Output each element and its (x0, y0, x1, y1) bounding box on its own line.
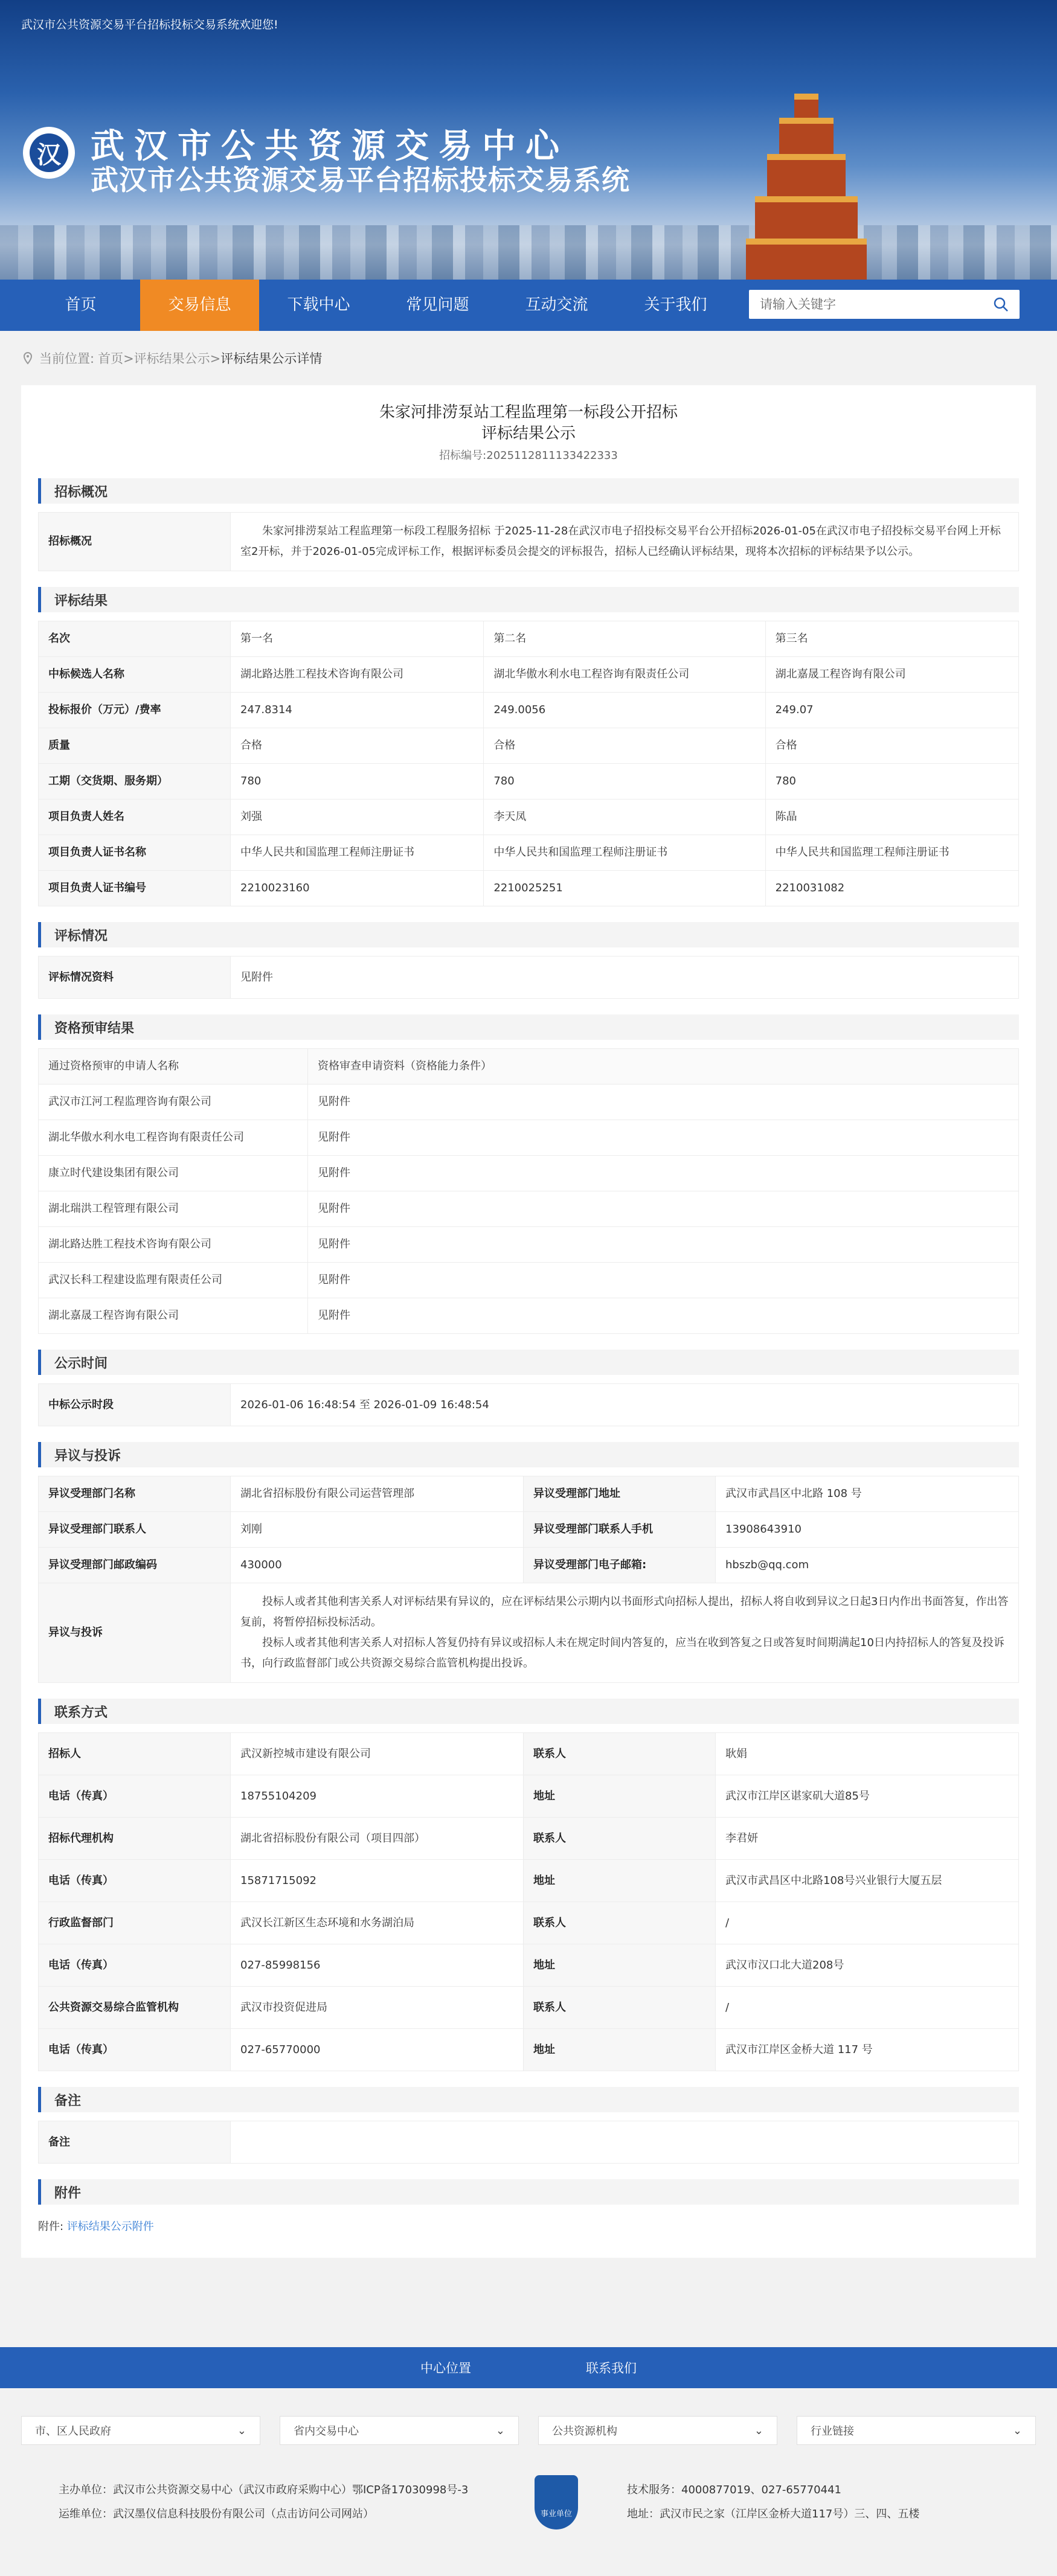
search-input[interactable] (760, 297, 993, 312)
table-row (39, 621, 1019, 657)
applicant-name: 湖北瑞洪工程管理有限公司 (39, 1191, 308, 1227)
section-contact: 联系方式 (38, 1699, 1019, 1724)
applicant-name: 康立时代建设集团有限公司 (39, 1156, 308, 1191)
table-row (39, 1775, 1019, 1818)
footer-link-selects (0, 2388, 1057, 2445)
row-label: 投标报价（万元）/费率 (39, 693, 231, 728)
select-agency[interactable] (538, 2416, 777, 2445)
applicant-name: 武汉长科工程建设监理有限责任公司 (39, 1263, 308, 1298)
table-cell: 湖北路达胜工程技术咨询有限公司 (231, 657, 484, 693)
breadcrumb (0, 331, 1057, 385)
objection-table (38, 1476, 1019, 1683)
table-cell: 249.0056 (484, 693, 765, 728)
table-row (39, 835, 1019, 871)
row-label: 异议受理部门地址 (524, 1476, 716, 1512)
footer-link-location[interactable]: 中心位置 (420, 2361, 471, 2376)
welcome-text: 武汉市公共资源交易平台招标投标交易系统欢迎您! (21, 18, 278, 31)
table-cell: 中华人民共和国监理工程师注册证书 (484, 835, 765, 871)
attachment-link[interactable]: 评标结果公示附件 (66, 2220, 154, 2233)
table-cell: 耿娟 (716, 1733, 1019, 1775)
table-row (39, 693, 1019, 728)
section-situation: 评标情况 (38, 922, 1019, 947)
applicant-name: 湖北华傲水利水电工程咨询有限责任公司 (39, 1120, 308, 1156)
row-label: 电话（传真） (39, 1775, 231, 1818)
table-cell: 刘强 (231, 799, 484, 835)
table-cell: 湖北省招标股份有限公司运营管理部 (231, 1476, 524, 1512)
select-province[interactable] (280, 2416, 519, 2445)
table-row (39, 1818, 1019, 1860)
table-row (39, 657, 1019, 693)
site-header (0, 0, 1057, 331)
row-label: 地址 (524, 1944, 716, 1987)
situation-label: 评标情况资料 (39, 956, 231, 999)
row-label: 电话（传真） (39, 2029, 231, 2071)
overview-text: 朱家河排涝泵站工程监理第一标段工程服务招标 于2025-11-28在武汉市电子招投标交易平台公开招标2026-01-05在武汉市电子招投标交易平台网上开标室2开标，并于2026-01-05完成评标工作，根据评标委员会提交的评标报告，招标人已经确认评标结果，现将本次招标的评标结果予以公示。 (231, 513, 1019, 571)
table-cell: / (716, 1902, 1019, 1944)
list-item (39, 1085, 1019, 1120)
footer-support: 技术服务：4000877019、027-65770441 (627, 2484, 841, 2496)
row-label: 联系人 (524, 1818, 716, 1860)
applicant-material: 见附件 (308, 1156, 1019, 1191)
remark-value (231, 2121, 1019, 2164)
pubtime-value: 2026-01-06 16:48:54 至 2026-01-09 16:48:54 (231, 1384, 1019, 1426)
row-label: 异议受理部门电子邮箱: (524, 1548, 716, 1583)
site-logo[interactable] (23, 127, 75, 179)
nav-item-home[interactable]: 首页 (65, 296, 97, 314)
chevron-down-icon: ⌄ (1012, 2424, 1022, 2437)
doc-subtitle: 评标结果公示 (481, 425, 576, 443)
table-row (39, 1476, 1019, 1512)
footer-operator[interactable]: 运维单位：武汉墨仪信息科技股份有限公司（点击访问公司网站） (59, 2508, 374, 2520)
row-label: 项目负责人证书编号 (39, 871, 231, 906)
remark-label: 备注 (39, 2121, 231, 2164)
section-results: 评标结果 (38, 587, 1019, 612)
location-pin-icon (21, 351, 34, 365)
applicant-material: 见附件 (308, 1227, 1019, 1263)
applicant-name: 湖北嘉晟工程咨询有限公司 (39, 1298, 308, 1334)
select-gov[interactable] (21, 2416, 260, 2445)
row-label: 异议与投诉 (39, 1583, 231, 1683)
select-agency-label: 公共资源机构 (552, 2425, 617, 2438)
bid-code: 招标编号:2025112811133422333 (439, 449, 618, 462)
table-row (39, 799, 1019, 835)
row-label: 招标人 (39, 1733, 231, 1775)
table-cell: 027-65770000 (231, 2029, 524, 2071)
section-overview: 招标概况 (38, 478, 1019, 504)
applicant-material: 见附件 (308, 1263, 1019, 1298)
situation-value: 见附件 (231, 956, 1019, 999)
table-cell: / (716, 1987, 1019, 2029)
table-cell: 武汉市武昌区中北路108号兴业银行大厦五层 (716, 1860, 1019, 1902)
results-table (38, 621, 1019, 906)
list-item (39, 1263, 1019, 1298)
table-cell: 湖北华傲水利水电工程咨询有限责任公司 (484, 657, 765, 693)
breadcrumb-prefix: 当前位置: (39, 351, 95, 366)
objection-paragraph: 投标人或者其他利害关系人对评标结果有异议的，应在评标结果公示期内以书面形式向招标人提出，招标人将自收到异议之日起3日内作出书面答复，作出答复前，将暂停招标投标活动。 (240, 1595, 1009, 1629)
row-label: 异议受理部门名称 (39, 1476, 231, 1512)
table-header (39, 1049, 1019, 1085)
row-label: 项目负责人证书名称 (39, 835, 231, 871)
table-row (39, 1902, 1019, 1944)
complaint-paragraph: 投标人或者其他利害关系人对招标人答复仍持有异议或招标人未在规定时间内答复的，应当在收到答复之日或答复时间期满起10日内持招标人的答复及投诉书，向行政监督部门或公共资源交易综合监管机构提出投诉。 (240, 1636, 1004, 1670)
table-cell: 合格 (765, 728, 1018, 764)
list-item (39, 1120, 1019, 1156)
applicant-material: 见附件 (308, 1085, 1019, 1120)
column-header: 通过资格预审的申请人名称 (39, 1049, 308, 1085)
row-label: 联系人 (524, 1733, 716, 1775)
nav-item-faq[interactable]: 常见问题 (406, 296, 469, 314)
section-pubtime: 公示时间 (38, 1350, 1019, 1375)
table-cell: 2210023160 (231, 871, 484, 906)
table-row (39, 764, 1019, 799)
section-objection: 异议与投诉 (38, 1442, 1019, 1467)
row-label: 地址 (524, 1775, 716, 1818)
table-cell: hbszb@qq.com (716, 1548, 1019, 1583)
row-label: 招标代理机构 (39, 1818, 231, 1860)
row-label: 项目负责人姓名 (39, 799, 231, 835)
list-item (39, 1227, 1019, 1263)
main-content (21, 385, 1036, 2258)
list-item (39, 1191, 1019, 1227)
table-cell: 湖北省招标股份有限公司（项目四部） (231, 1818, 524, 1860)
footer-sponsor: 主办单位：武汉市公共资源交易中心（武汉市政府采购中心）鄂ICP备17030998号-3 (59, 2484, 469, 2496)
table-cell: 247.8314 (231, 693, 484, 728)
logo-mark: 汉 (30, 133, 68, 172)
table-row (39, 1987, 1019, 2029)
applicant-name: 湖北路达胜工程技术咨询有限公司 (39, 1227, 308, 1263)
site-title: 武汉市公共资源交易中心 (91, 127, 569, 166)
table-cell: 李天凤 (484, 799, 765, 835)
table-cell: 15871715092 (231, 1860, 524, 1902)
attachment-label: 附件: (38, 2220, 64, 2233)
table-row (39, 1860, 1019, 1902)
nav-item-download[interactable]: 下载中心 (287, 296, 350, 314)
row-label: 异议受理部门联系人手机 (524, 1512, 716, 1548)
site-subtitle: 武汉市公共资源交易平台招标投标交易系统 (91, 164, 630, 196)
search-icon[interactable] (993, 296, 1009, 312)
table-cell: 武汉市汉口北大道208号 (716, 1944, 1019, 1987)
row-label: 质量 (39, 728, 231, 764)
row-label: 工期（交货期、服务期） (39, 764, 231, 799)
table-cell: 第一名 (231, 621, 484, 657)
row-label: 公共资源交易综合监管机构 (39, 1987, 231, 2029)
pubtime-table (38, 1383, 1019, 1426)
column-header: 资格审查申请资料（资格能力条件） (308, 1049, 1019, 1085)
doc-title: 朱家河排涝泵站工程监理第一标段公开招标 (379, 403, 678, 421)
table-row (39, 728, 1019, 764)
prequal-table (38, 1048, 1019, 1334)
table-cell: 李君妍 (716, 1818, 1019, 1860)
nav-item-about[interactable]: 关于我们 (644, 296, 707, 314)
institution-badge-icon[interactable] (535, 2475, 578, 2530)
badge-text: 事业单位 (540, 2510, 572, 2519)
table-row (39, 1944, 1019, 1987)
row-label: 异议受理部门联系人 (39, 1512, 231, 1548)
table-cell: 武汉市武昌区中北路 108 号 (716, 1476, 1019, 1512)
breadcrumb-path[interactable]: 首页>评标结果公示> (98, 351, 221, 366)
table-row (39, 1733, 1019, 1775)
nav-item-interaction[interactable]: 互动交流 (525, 296, 588, 314)
applicant-material: 见附件 (308, 1191, 1019, 1227)
table-cell: 430000 (231, 1548, 524, 1583)
row-label: 电话（传真） (39, 1944, 231, 1987)
table-cell: 武汉市江岸区金桥大道 117 号 (716, 2029, 1019, 2071)
footer-copyright (0, 2445, 1057, 2572)
objection-text (231, 1583, 1019, 1683)
row-label: 中标候选人名称 (39, 657, 231, 693)
table-cell: 陈晶 (765, 799, 1018, 835)
chevron-down-icon: ⌄ (754, 2424, 763, 2437)
row-label: 地址 (524, 1860, 716, 1902)
attachment-row (38, 2218, 1019, 2234)
select-industry[interactable] (797, 2416, 1036, 2445)
select-gov-label: 市、区人民政府 (35, 2425, 111, 2438)
table-cell: 13908643910 (716, 1512, 1019, 1548)
select-province-label: 省内交易中心 (294, 2425, 359, 2438)
table-cell: 2210031082 (765, 871, 1018, 906)
overview-label: 招标概况 (39, 513, 231, 571)
city-skyline (0, 225, 1057, 280)
table-row (39, 2029, 1019, 2071)
table-cell: 第三名 (765, 621, 1018, 657)
applicant-material: 见附件 (308, 1120, 1019, 1156)
section-attachment: 附件 (38, 2179, 1019, 2205)
table-cell: 武汉市投资促进局 (231, 1987, 524, 2029)
section-remark: 备注 (38, 2087, 1019, 2112)
breadcrumb-current: 评标结果公示详情 (220, 351, 323, 366)
row-label: 联系人 (524, 1902, 716, 1944)
footer-link-contact[interactable]: 联系我们 (586, 2361, 637, 2376)
list-item (39, 1156, 1019, 1191)
select-industry-label: 行业链接 (811, 2425, 854, 2438)
table-cell: 249.07 (765, 693, 1018, 728)
table-cell: 武汉长江新区生态环境和水务湖泊局 (231, 1902, 524, 1944)
row-label: 行政监督部门 (39, 1902, 231, 1944)
pubtime-label: 中标公示时段 (39, 1384, 231, 1426)
table-cell: 刘刚 (231, 1512, 524, 1548)
contact-table (38, 1732, 1019, 2071)
table-cell: 780 (765, 764, 1018, 799)
footer-address: 地址：武汉市民之家（江岸区金桥大道117号）三、四、五楼 (627, 2508, 920, 2520)
row-label: 名次 (39, 621, 231, 657)
overview-table (38, 512, 1019, 571)
table-cell: 780 (231, 764, 484, 799)
table-cell: 2210025251 (484, 871, 765, 906)
table-cell: 中华人民共和国监理工程师注册证书 (765, 835, 1018, 871)
applicant-material: 见附件 (308, 1298, 1019, 1334)
yellow-crane-tower-image (743, 82, 870, 287)
row-label: 地址 (524, 2029, 716, 2071)
table-cell: 中华人民共和国监理工程师注册证书 (231, 835, 484, 871)
situation-table (38, 956, 1019, 999)
table-row (39, 871, 1019, 906)
table-row (39, 1583, 1019, 1683)
remark-table (38, 2121, 1019, 2164)
table-cell: 合格 (231, 728, 484, 764)
table-cell: 武汉新控城市建设有限公司 (231, 1733, 524, 1775)
footer-bar (0, 2347, 1057, 2388)
list-item (39, 1298, 1019, 1334)
chevron-down-icon: ⌄ (495, 2424, 505, 2437)
search-box (749, 290, 1020, 319)
section-prequal: 资格预审结果 (38, 1014, 1019, 1040)
table-cell: 780 (484, 764, 765, 799)
nav-item-trade-info[interactable]: 交易信息 (140, 280, 259, 331)
row-label: 电话（传真） (39, 1860, 231, 1902)
table-cell: 合格 (484, 728, 765, 764)
table-cell: 湖北嘉晟工程咨询有限公司 (765, 657, 1018, 693)
table-cell: 027-85998156 (231, 1944, 524, 1987)
row-label: 异议受理部门邮政编码 (39, 1548, 231, 1583)
applicant-name: 武汉市江河工程监理咨询有限公司 (39, 1085, 308, 1120)
table-cell: 第二名 (484, 621, 765, 657)
table-row (39, 1512, 1019, 1548)
table-cell: 武汉市江岸区谌家矶大道85号 (716, 1775, 1019, 1818)
chevron-down-icon: ⌄ (237, 2424, 246, 2437)
table-cell: 18755104209 (231, 1775, 524, 1818)
row-label: 联系人 (524, 1987, 716, 2029)
table-row (39, 1548, 1019, 1583)
